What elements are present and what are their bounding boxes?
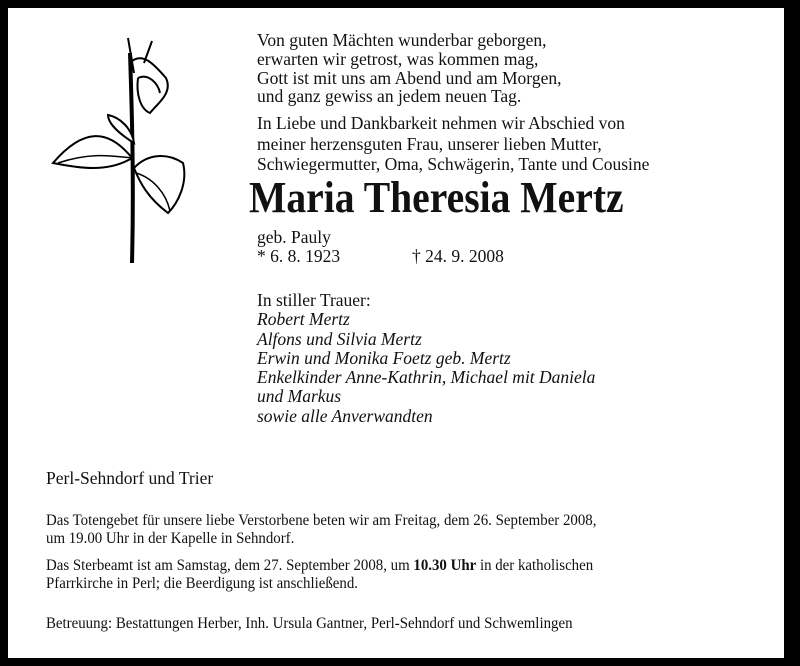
mass-time: 10.30 Uhr xyxy=(413,557,477,574)
poem-line: Von guten Mächten wunderbar geborgen, xyxy=(257,30,547,50)
intro-line: Schwiegermutter, Oma, Schwägerin, Tante und Cousine xyxy=(257,154,650,174)
death-date: † 24. 9. 2008 xyxy=(412,245,504,266)
place: Perl-Sehndorf und Trier xyxy=(46,468,214,488)
birth-date: * 6. 8. 1923 xyxy=(257,245,341,266)
mass-text: in der katholischen xyxy=(476,557,594,574)
mourner: Alfons und Silvia Mertz xyxy=(257,328,422,349)
mass-line: Pfarrkirche in Perl; die Beerdigung ist anschließend. xyxy=(46,575,358,592)
mourners xyxy=(257,291,595,426)
mass-info xyxy=(46,557,593,593)
prayer-line: um 19.00 Uhr in der Kapelle in Sehndorf. xyxy=(46,530,295,547)
intro-line: meiner herzensguten Frau, unserer lieben Mutter, xyxy=(257,133,602,154)
life-dates xyxy=(257,228,504,266)
mass-text: Das Sterbeamt ist am Samstag, dem 27. September 2008, um xyxy=(46,557,414,574)
maiden-name: geb. Pauly xyxy=(257,227,331,247)
poem xyxy=(257,31,561,106)
intro-line: In Liebe und Dankbarkeit nehmen wir Abschied von xyxy=(257,113,625,133)
prayer-info xyxy=(46,512,596,548)
mourner: Enkelkinder Anne-Kathrin, Michael mit Daniela xyxy=(257,367,596,388)
mourner: Erwin und Monika Foetz geb. Mertz xyxy=(257,347,511,368)
mourners-heading: In stiller Trauer: xyxy=(257,290,371,310)
poem-line: und ganz gewiss an jedem neuen Tag. xyxy=(257,86,522,107)
mourner: sowie alle Anverwandten xyxy=(257,405,433,426)
mourner: Robert Mertz xyxy=(257,309,350,330)
rose-icon xyxy=(48,33,198,273)
undertaker: Betreuung: Bestattungen Herber, Inh. Ursula Gantner, Perl-Sehndorf und Schwemlingen xyxy=(46,615,573,632)
intro-text xyxy=(257,113,649,175)
mourner: und Markus xyxy=(257,386,342,407)
deceased-name: Maria Theresia Mertz xyxy=(249,173,624,222)
poem-line: erwarten wir getrost, was kommen mag, xyxy=(257,48,539,69)
poem-line: Gott ist mit uns am Abend und am Morgen, xyxy=(257,67,562,88)
prayer-line: Das Totengebet für unsere liebe Verstorbene beten wir am Freitag, dem 26. September 2008, xyxy=(46,512,597,529)
